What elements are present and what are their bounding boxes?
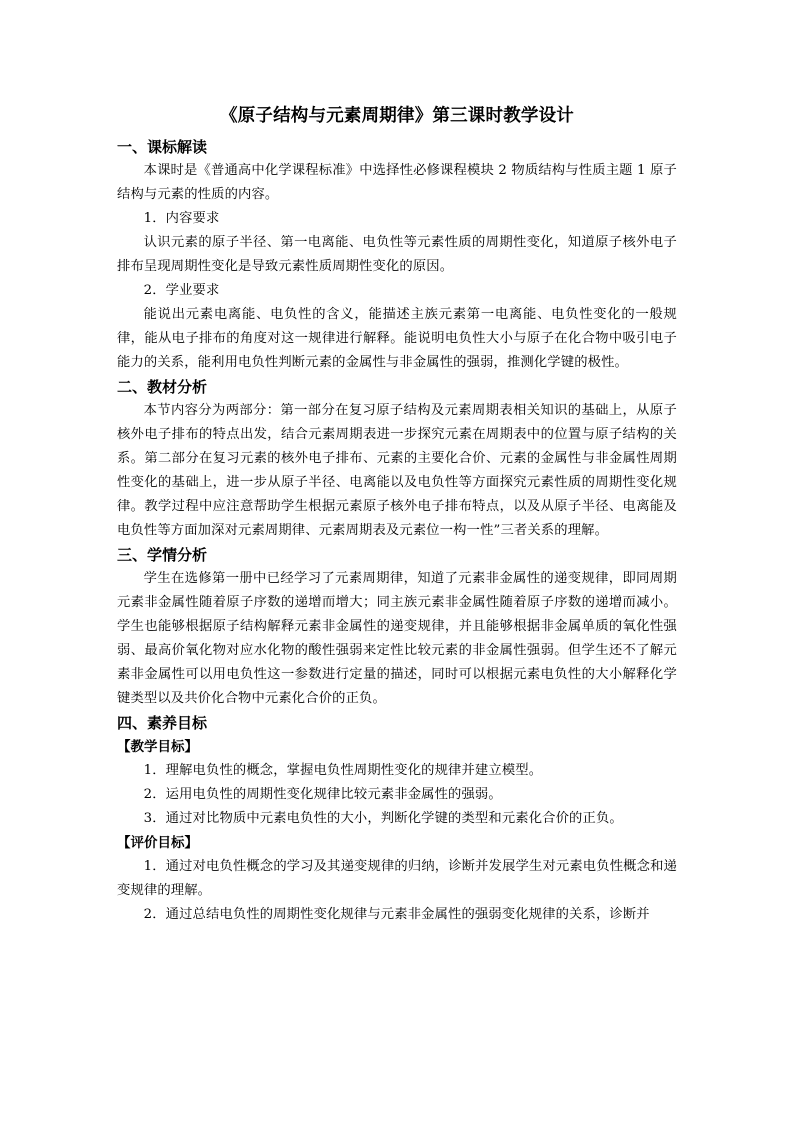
- teaching-goal-item: 2．运用电负性的周期性变化规律比较元素非金属性的强弱。: [143, 787, 502, 802]
- teaching-goal-item: 1．理解电负性的概念，掌握电负性周期性变化的规律并建立模型。: [143, 763, 543, 778]
- document-title: 《原子结构与元素周期律》第三课时教学设计: [220, 106, 574, 126]
- evaluation-goal-item: 2．通过总结电负性的周期性变化规律与元素非金属性的强弱变化规律的关系，诊断并: [143, 907, 650, 922]
- evaluation-goals-label: 【评价目标】: [117, 835, 198, 851]
- teaching-goal-item: 3．通过对比物质中元素电负性的大小，判断化学键的类型和元素化合价的正负。: [143, 811, 623, 826]
- section-heading-students: 三、学情分析: [117, 546, 208, 564]
- curriculum-intro-paragraph: 本课时是《普通高中化学课程标准》中选择性必修课程模块 2 物质结构与性质主题 1 原子结构与元素的性质的内容。: [117, 163, 677, 202]
- textbook-analysis-paragraph: 本节内容分为两部分：第一部分在复习原子结构及元素周期表相关知识的基础上，从原子核外电子排布的特点出发，结合元素周期表进一步探究元素在周期表中的位置与原子结构的关系。第二部分在复习元素的核外电子排布、元素的主要化合价、元素的金属性与非金属性周期性变化的基础上，进一步从原子半径、电离能以及电负性等方面探究元素性质的周期性变化规律。教学过程中应注意帮助学生根据元素原子核外电子排布特点，以及从原子半径、电离能及电负性等方面加深对元素周期律、元素周期表及元素位一构一性”三者关系的理解。: [117, 403, 677, 538]
- document-page: [117, 103, 677, 927]
- content-requirement-heading: 1．内容要求: [143, 211, 220, 226]
- section-heading-textbook: 二、教材分析: [117, 378, 208, 396]
- academic-requirement-heading: 2．学业要求: [143, 283, 220, 298]
- student-analysis-paragraph: 学生在选修第一册中已经学习了元素周期律，知道了元素非金属性的递变规律，即同周期元素非金属性随着原子序数的递增而增大；同主族元素非金属性随着原子序数的递增而减小。学生也能够根据原子结构解释元素非金属性的递变规律，并且能够根据非金属单质的氧化性强弱、最高价氧化物对应水化物的酸性强弱来定性比较元素的非金属性强弱。但学生还不了解元素非金属性可以用电负性这一参数进行定量的描述，同时可以根据元素电负性的大小解释化学键类型以及共价化合物中元素化合价的正负。: [117, 571, 677, 706]
- section-heading-curriculum: 一、课标解读: [117, 138, 208, 156]
- evaluation-goal-item: 1．通过对电负性概念的学习及其递变规律的归纳，诊断并发展学生对元素电负性概念和递变规律的理解。: [117, 859, 677, 898]
- teaching-goals-label: 【教学目标】: [117, 739, 198, 755]
- academic-requirement-paragraph: 能说出元素电离能、电负性的含义，能描述主族元素第一电离能、电负性变化的一般规律，能从电子排布的角度对这一规律进行解释。能说明电负性大小与原子在化合物中吸引电子能力的关系，能利用电负性判断元素的金属性与非金属性的强弱，推测化学键的极性。: [117, 307, 677, 370]
- content-requirement-paragraph: 认识元素的原子半径、第一电离能、电负性等元素性质的周期性变化，知道原子核外电子排布呈现周期性变化是导致元素性质周期性变化的原因。: [117, 235, 677, 274]
- section-heading-goals: 四、素养目标: [117, 714, 208, 732]
